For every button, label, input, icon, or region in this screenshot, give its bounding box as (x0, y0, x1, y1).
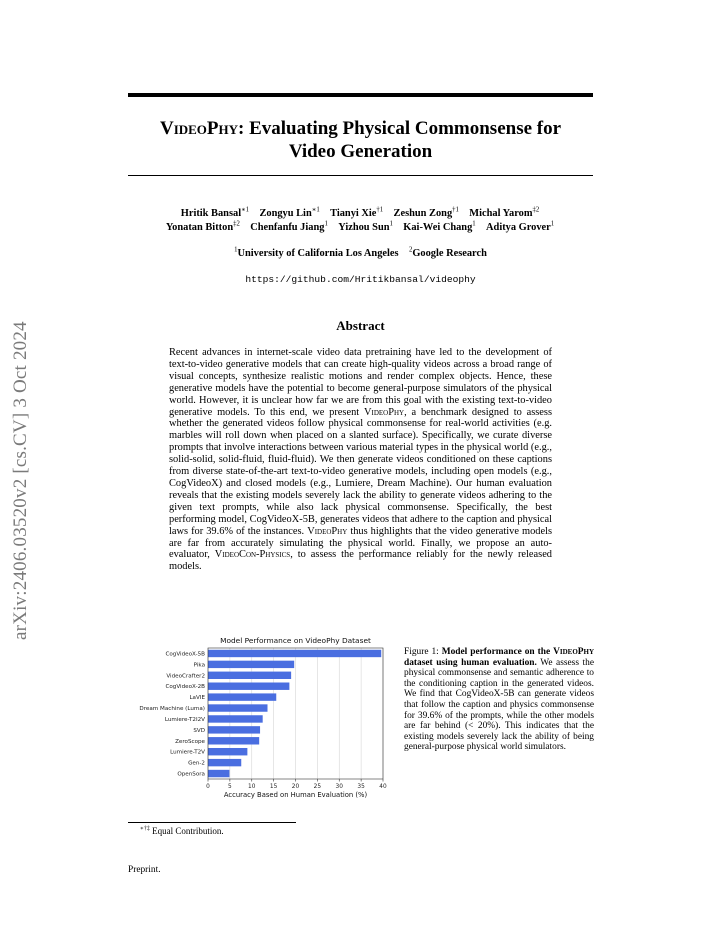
footnote-text: Equal Contribution. (149, 826, 224, 836)
title-line2: Video Generation (288, 141, 433, 162)
author-mark: 1 (472, 220, 476, 228)
abstract-body (169, 347, 552, 573)
author-name: Michal Yarom (469, 208, 533, 219)
abstract-text: VideoPhy (363, 406, 405, 418)
bar (208, 737, 259, 744)
affiliation-mark: 2 (408, 246, 413, 254)
category-label: CogVideoX-5B (165, 651, 205, 658)
author-mark: †1 (376, 206, 384, 214)
x-tick-label: 20 (291, 784, 300, 790)
author-name: Hritik Bansal (180, 208, 242, 219)
bar (208, 726, 260, 733)
figure-1-chart (128, 632, 396, 827)
caption-text: dataset using human evaluation. (404, 657, 537, 668)
bar-chart-svg (128, 632, 396, 827)
author-mark: ∗1 (241, 206, 250, 214)
footnote (140, 826, 224, 836)
category-label: CogVideoX-2B (165, 684, 205, 691)
author-mark: ‡2 (233, 220, 240, 228)
bar (208, 693, 276, 700)
author-mark: †1 (452, 206, 459, 214)
author-line-1 (110, 207, 610, 221)
author-mark: ∗1 (311, 206, 320, 214)
category-label: OpenSora (177, 771, 205, 778)
chart-title: Model Performance on VideoPhy Dataset (220, 636, 371, 645)
author-list (110, 207, 610, 235)
x-tick-label: 0 (206, 784, 210, 790)
category-label: SVD (193, 727, 205, 734)
category-label: ZeroScope (175, 738, 205, 745)
bar (208, 748, 247, 755)
x-tick-label: 5 (228, 784, 232, 790)
footnote-mark: ∗†‡ (140, 826, 150, 832)
author-mark: 1 (324, 220, 328, 228)
x-tick-label: 40 (379, 784, 387, 790)
caption-text: Figure 1: (404, 647, 442, 657)
caption-text: We assess the physical commonsense and semantic adherence to the conditioning caption in the generated videos. We find that CogVideoX-5B can generate videos that follow the caption and physics commonsense for 39.6% of the prompts, while the other models are far behind (< 20%). This indicates that the existing models severely lack the ability of being general-purpose physical world simulators. (404, 657, 594, 753)
x-axis-label: Accuracy Based on Human Evaluation (%) (223, 791, 368, 799)
bar (208, 704, 268, 711)
category-label: Lumiere-T2V (170, 749, 205, 756)
paper-title (128, 117, 593, 163)
title-line1-rest: : Evaluating Physical Commonsense for (238, 118, 562, 139)
affiliation-name: Google Research (412, 248, 487, 259)
bar (208, 770, 229, 777)
caption-text: VideoPhy (553, 647, 594, 657)
bar (208, 661, 294, 668)
title-benchmark-name: VideoPhy (159, 118, 239, 139)
figure-1-caption (404, 647, 594, 753)
abstract-text: VideoCon-Physics (214, 549, 291, 561)
bar (208, 682, 289, 689)
bar (208, 715, 263, 722)
affiliations (128, 248, 593, 259)
affiliation-name: University of California Los Angeles (237, 248, 399, 259)
footnote-rule (128, 822, 296, 823)
author-name: Chenfanfu Jiang (250, 222, 325, 233)
category-label: LaVIE (189, 695, 205, 702)
category-label: VideoCrafter2 (166, 673, 205, 680)
x-tick-label: 10 (248, 784, 256, 790)
abstract-text: , a benchmark designed to assess whether the generated videos follow physical commonsense for real-world activities (e.g. marbles will roll down when placed on a slanted surface). Specifically, we curate diverse prompts that involve interactions between various material types in the physical world (e.g., solid-solid, solid-fluid, fluid-fluid). We then generate videos conditioned on these captions from diverse state-of-the-art text-to-video generative models, including open models (e.g., CogVideoX) and closed models (e.g., Lumiere, Dream Machine). Our human evaluation reveals that the existing models severely lack the ability to generate videos adhering to the given text prompts, while also lack physical commonsense. Specifically, the best performing model, CogVideoX-5B, generates videos that adhere to the caption and physical laws for 39.6% of the instances. (169, 406, 552, 537)
author-mark: 1 (550, 220, 555, 228)
author-mark: 1 (389, 220, 393, 228)
abstract-text: , to assess the performance reliably for the newly released models. (169, 549, 552, 573)
author-mark: ‡2 (532, 206, 540, 214)
abstract-heading: Abstract (336, 318, 385, 333)
category-label: Gen-2 (188, 760, 205, 767)
abstract-text: thus highlights that the video generative models are far from accurately simulating the physical world. Finally, we propose an auto-evaluator, (169, 525, 553, 561)
abstract-text: Recent advances in internet-scale video data pretraining have led to the development of text-to-video generative models that can create high-quality videos across a broad range of visual concepts, synthesize realistic motions and render complex objects. Hence, these generative models have the potential to become general-purpose simulators of the physical world. However, it is unclear how far we are from this goal with the existing text-to-video generative models. To this end, we present (169, 347, 552, 418)
author-name: Zeshun Zong (393, 208, 453, 219)
author-name: Yizhou Sun (338, 222, 390, 233)
category-label: Lumiere-T2I2V (164, 716, 205, 723)
category-label: Dream Machine (Luma) (139, 706, 205, 713)
author-name: Aditya Grover (486, 222, 551, 233)
preprint-label: Preprint. (128, 865, 161, 875)
abstract-text: VideoPhy (307, 525, 348, 537)
author-name: Kai-Wei Chang (403, 222, 473, 233)
x-tick-label: 35 (357, 784, 365, 790)
author-name: Zongyu Lin (259, 208, 312, 219)
title-bottom-rule (128, 175, 593, 176)
author-name: Tianyi Xie (330, 208, 377, 219)
x-tick-label: 25 (313, 784, 322, 790)
affiliation-mark: 1 (234, 246, 238, 254)
x-tick-label: 15 (269, 784, 278, 790)
bar (208, 672, 291, 679)
bar (208, 650, 381, 657)
caption-text: Model performance on the (441, 647, 554, 657)
bar (208, 759, 241, 766)
top-thick-rule (128, 93, 593, 97)
author-name: Yonatan Bitton (165, 222, 234, 233)
author-line-2 (110, 221, 610, 235)
category-label: Pika (193, 662, 205, 669)
arxiv-stamp: arXiv:2406.03520v2 [cs.CV] 3 Oct 2024 (10, 321, 31, 640)
repo-link[interactable]: https://github.com/Hritikbansal/videophy (245, 274, 476, 285)
x-tick-label: 30 (335, 784, 343, 790)
